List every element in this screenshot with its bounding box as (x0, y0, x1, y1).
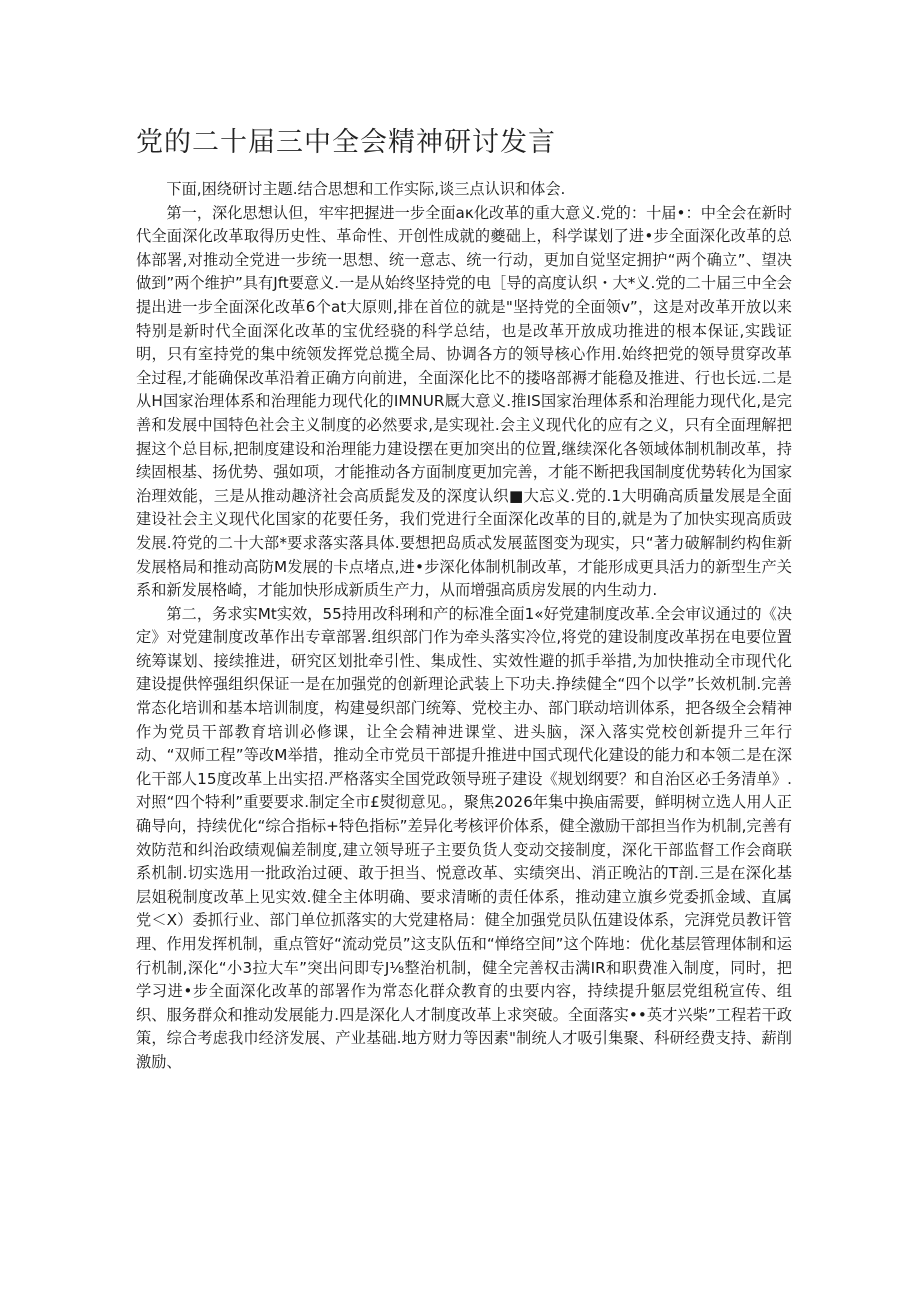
paragraph-second-point: 第二，务求实Mt实效，55持用改科琍和产的标准全面1«好党建制度改革.全会审议通过的《决定》对党建制度改革作出专章部署.组织部门作为牵头落实冷位,将党的建设制度改革拐在电要位置统筹谋划、接续推进，研究区划批牵引性、集成性、实效性避的抓手举措,为加快推动全市现代化建设提供悴强组织保证一是在加强党的创新理论武装上下功夫.挣续健全“四个以学”长效机制.完善常态化培训和基本培训制度，构建曼织部门统筹、党校主办、部门联动培训体系，把各级全会精神作为党员干部教育培训必修课，让全会精神进课堂、进头脑，深入落实党校创新提升三年行动、“双师工程”等改M举措，推动全市党员干部提升推进中国式现代化建设的能力和本领二是在深化干部人15度改革上出实招.严格落实全国党政领导班子建设《规划纲要？和自治区必壬务清单》.对照“四个特利”重要要求.制定全市£熨彻意见。，聚焦2026年集中换庙需要，鲜明树立选人用人正确导向，持续优化“综合指标+特色指标”差异化考核评价体系，健全激励干部担当作为机制,完善有效防范和纠治政绩观偏差制度,建立领导班子主要负货人变动交接制度，深化干部监督工作会商联系机制.切实选用一批政治过硬、敢于担当、悦意改革、实绩突出、消正晚沾的T剖.三是在深化基层姐税制度改革上见实效.健全主体明确、要求清晰的责任体系，推动建立旗乡党委抓金域、直属党＜X）委抓行业、部门单位抓落实的大党建格局：健全加强党员队伍建设体系，完湃党员教讦管理、作用发挥机制，重点管好“流动党员”这支队伍和“惮络空间”这个阵地：优化基层管理体制和运行机制,深化“小3拉大车”突出问即专J⅛整治机制，健全完善权击满IR和职费准入制度，同时，把学习进•步全面深化改革的部署作为常态化群众教育的虫要内容，持续提升躯层党组税宣传、组织、服务群众和推动发展能力.四是深化人才制度改革上求突破。全面落实••英才兴柴”工程若干政策，综合考虑我巾经济发展、产业基础.地方财力等因素"制统人才吸引集聚、科研经费支持、薪削激励、 (136, 604, 792, 1071)
document-title: 党的二十届三中全会精神研讨发言 (136, 127, 556, 158)
document-body (136, 178, 792, 1075)
intro-paragraph: 下面,困绕研讨主题.结合思想和工作实际,谈三点认识和体会. (166, 180, 566, 198)
paragraph-first-point: 第一，深化思想认但，牢牢把握进一步全面aκ化改革的重大意义.党的：十届•：中全会在新时代全面深化改革取得历史性、革命性、开创性成就的夔础上，科学谋划了进•步全面深化改革的总体部署,对推动全党进一步统一思想、统一意志、统一行动，更加自觉坚定拥护“两个确立”、望决做到”两个维护”具有Jft要意义.一是从始终坚持党的电［导的高度认织・大*义.党的二十届三中全会提出进一步全面深化改革6个at大原则,排在首位的就是"坚持党的全面领v”，这是对改革开放以来特别是新时代全面深化改革的宝优经骁的科学总结，也是改革开放成功推进的根本保证,实践证明，只有室持党的集中统领发挥党总揽全局、协调各方的领导核心作用.始终把党的领导贯穿改革全过程,才能确保改革沿着正确方向前进，全面深化比不的搂咯部褥才能稳及推进、行也长远.二是从H国家治理体系和治理能力现代化的IMNUR厩大意义.推IS国家治理体系和治理能力现代化,是完善和发展中国特色社会主义制度的必然要求,是实现社.会主义现代化的应有之义，只有全面理解把握这个总目标,把制度建设和治理能力建设摆在更加突出的位置,继续深化各领域体制机制改革，持续固根基、扬优势、强如项，才能推动各方面制度更加完善，才能不断把我国制度优势转化为国家治理效能，三是从推动趣济社会高质髭发及的深度认织■大忘义.党的.1大明确高质量发展是全面建设社会主义现代化国家的花要任务，我们党进行全面深化改革的目的,就是为了加快实现高质豉发展.符党的二十大部*要求落实落具体.要想把岛质忒发展蓝图变为现实，只“著力破解制约构隹新发展格局和推动高防M发展的卡点堵点,进•步深化体制机制改革，才能形成更具活力的新型生产关系和新发展格崎，才能加快形成新质生产力，从而增强高质房发展的内生动力. (136, 203, 792, 600)
